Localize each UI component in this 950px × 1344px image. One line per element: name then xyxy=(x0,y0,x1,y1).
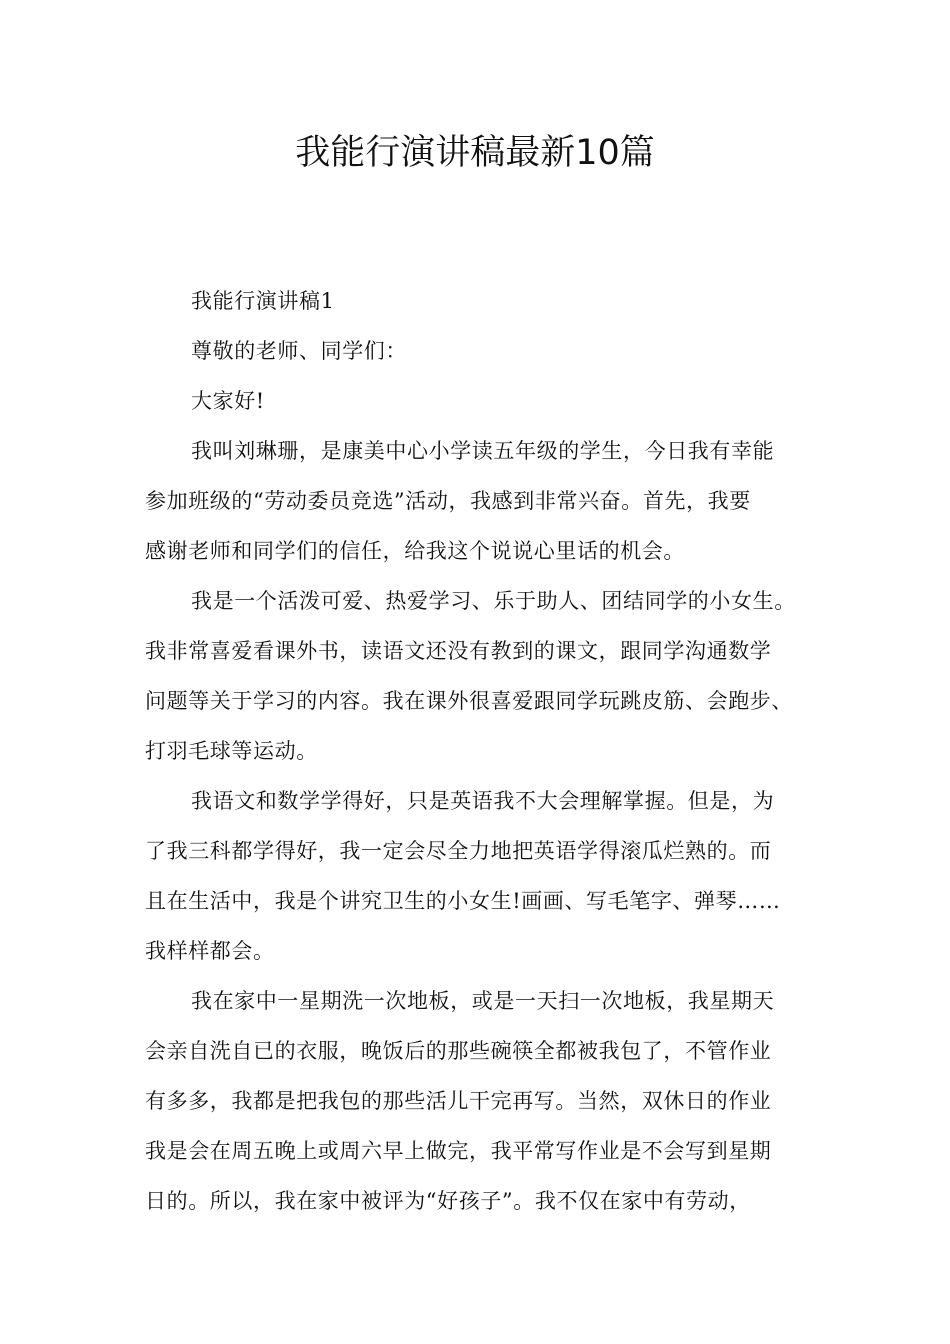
text-line: 问题等关于学习的内容。我在课外很喜爱跟同学玩跳皮筋、会跑步、 xyxy=(145,689,793,713)
document-body xyxy=(145,276,825,1226)
text-line: 我是一个活泼可爱、热爱学习、乐于助人、团结同学的小女生。 xyxy=(191,589,796,613)
text-line: 打羽毛球等运动。 xyxy=(145,739,318,763)
text-line: 感谢老师和同学们的信任，给我这个说说心里话的机会。 xyxy=(145,539,685,563)
text-line: 参加班级的“劳动委员竞选”活动，我感到非常兴奋。首先，我要 xyxy=(145,489,751,513)
text-line: 我在家中一星期洗一次地板，或是一天扫一次地板，我星期天 xyxy=(191,989,775,1013)
text-line: 尊敬的老师、同学们： xyxy=(191,339,407,363)
text-line: 我语文和数学学得好，只是英语我不大会理解掌握。但是，为 xyxy=(191,789,775,813)
text-line: 有多多，我都是把我包的那些活儿干完再写。当然，双休日的作业 xyxy=(145,1089,772,1113)
text-line: 我能行演讲稿1 xyxy=(191,289,335,313)
text-line: 我是会在周五晚上或周六早上做完，我平常写作业是不会写到星期 xyxy=(145,1139,772,1163)
text-line: 我非常喜爱看课外书，读语文还没有教到的课文，跟同学沟通数学 xyxy=(145,639,772,663)
text-line: 大家好! xyxy=(191,389,265,413)
text-line: 且在生活中，我是个讲究卫生的小女生!画画、写毛笔字、弹琴…… xyxy=(145,889,781,913)
text-line: 了我三科都学得好，我一定会尽全力地把英语学得滚瓜烂熟的。而 xyxy=(145,839,772,863)
text-line: 我叫刘琳珊，是康美中心小学读五年级的学生，今日我有幸能 xyxy=(191,439,775,463)
document-title: 我能行演讲稿最新10篇 xyxy=(295,133,655,173)
text-line: 会亲自洗自已的衣服，晚饭后的那些碗筷全都被我包了，不管作业 xyxy=(145,1039,772,1063)
text-line: 日的。所以，我在家中被评为“好孩子”。我不仅在家中有劳动， xyxy=(145,1189,751,1213)
text-line: 我样样都会。 xyxy=(145,939,275,963)
